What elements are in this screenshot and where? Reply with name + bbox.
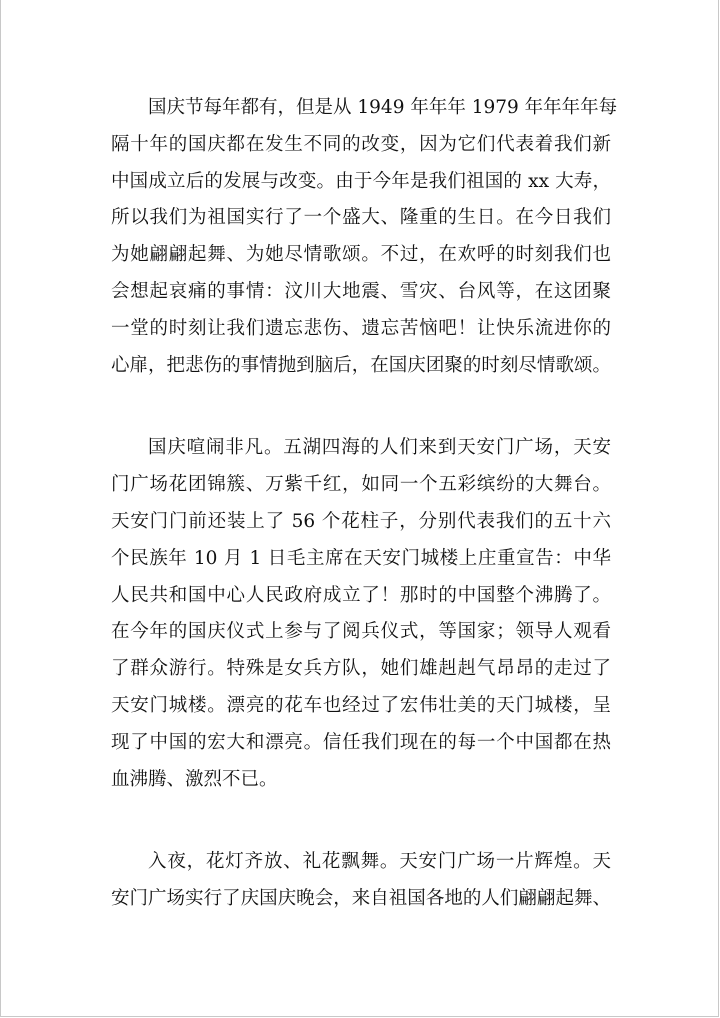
text-line: 国庆节每年都有，但是从 1949 年年年 1979 年年年年每: [148, 97, 618, 118]
text-line: 入夜，花灯齐放、礼花飘舞。天安门广场一片辉煌。天: [148, 851, 611, 873]
text-line: 了群众游行。特殊是女兵方队，她们雄赳赳气昂昂的走过了: [111, 658, 611, 680]
text-line: 门广场花团锦簇、万紫千红，如同一个五彩缤纷的大舞台。: [111, 474, 611, 496]
paragraph-1: [111, 90, 618, 384]
text-line: 隔十年的国庆都在发生不同的改变，因为它们代表着我们新: [111, 133, 611, 155]
text-line: 血沸腾、激烈不已。: [111, 768, 278, 790]
text-line: 会想起哀痛的事情：汶川大地震、雪灾、台风等，在这团聚: [111, 280, 611, 302]
text-line: 人民共和国中心人民政府成立了！那时的中国整个沸腾了。: [111, 584, 611, 606]
document-body: [111, 90, 618, 964]
text-line: 一堂的时刻让我们遗忘悲伤、遗忘苦恼吧！让快乐流进你的: [111, 317, 611, 339]
text-line: 所以我们为祖国实行了一个盛大、隆重的生日。在今日我们: [111, 207, 611, 229]
text-line: 心扉，把悲伤的事情抛到脑后，在国庆团聚的时刻尽情歌颂。: [111, 354, 611, 376]
text-line: 现了中国的宏大和漂亮。信任我们现在的每一个中国都在热: [111, 731, 611, 753]
text-line: 个民族年 10 月 1 日毛主席在天安门城楼上庄重宣告：中华: [111, 547, 611, 569]
text-line: 国庆喧闹非凡。五湖四海的人们来到天安门广场，天安: [148, 437, 611, 459]
text-line: 在今年的国庆仪式上参与了阅兵仪式，等国家；领导人观看: [111, 621, 611, 643]
paragraph-3: [111, 844, 611, 918]
paragraph-2: [111, 430, 611, 798]
text-line: 中国成立后的发展与改变。由于今年是我们祖国的 xx 大寿，: [111, 170, 611, 192]
text-line: 天安门门前还装上了 56 个花柱子，分别代表我们的五十六: [111, 510, 611, 532]
text-line: 安门广场实行了庆国庆晚会，来自祖国各地的人们翩翩起舞、: [111, 888, 611, 910]
text-line: 为她翩翩起舞、为她尽情歌颂。不过，在欢呼的时刻我们也: [111, 244, 611, 266]
text-line: 天安门城楼。漂亮的花车也经过了宏伟壮美的天门城楼，呈: [111, 694, 611, 716]
